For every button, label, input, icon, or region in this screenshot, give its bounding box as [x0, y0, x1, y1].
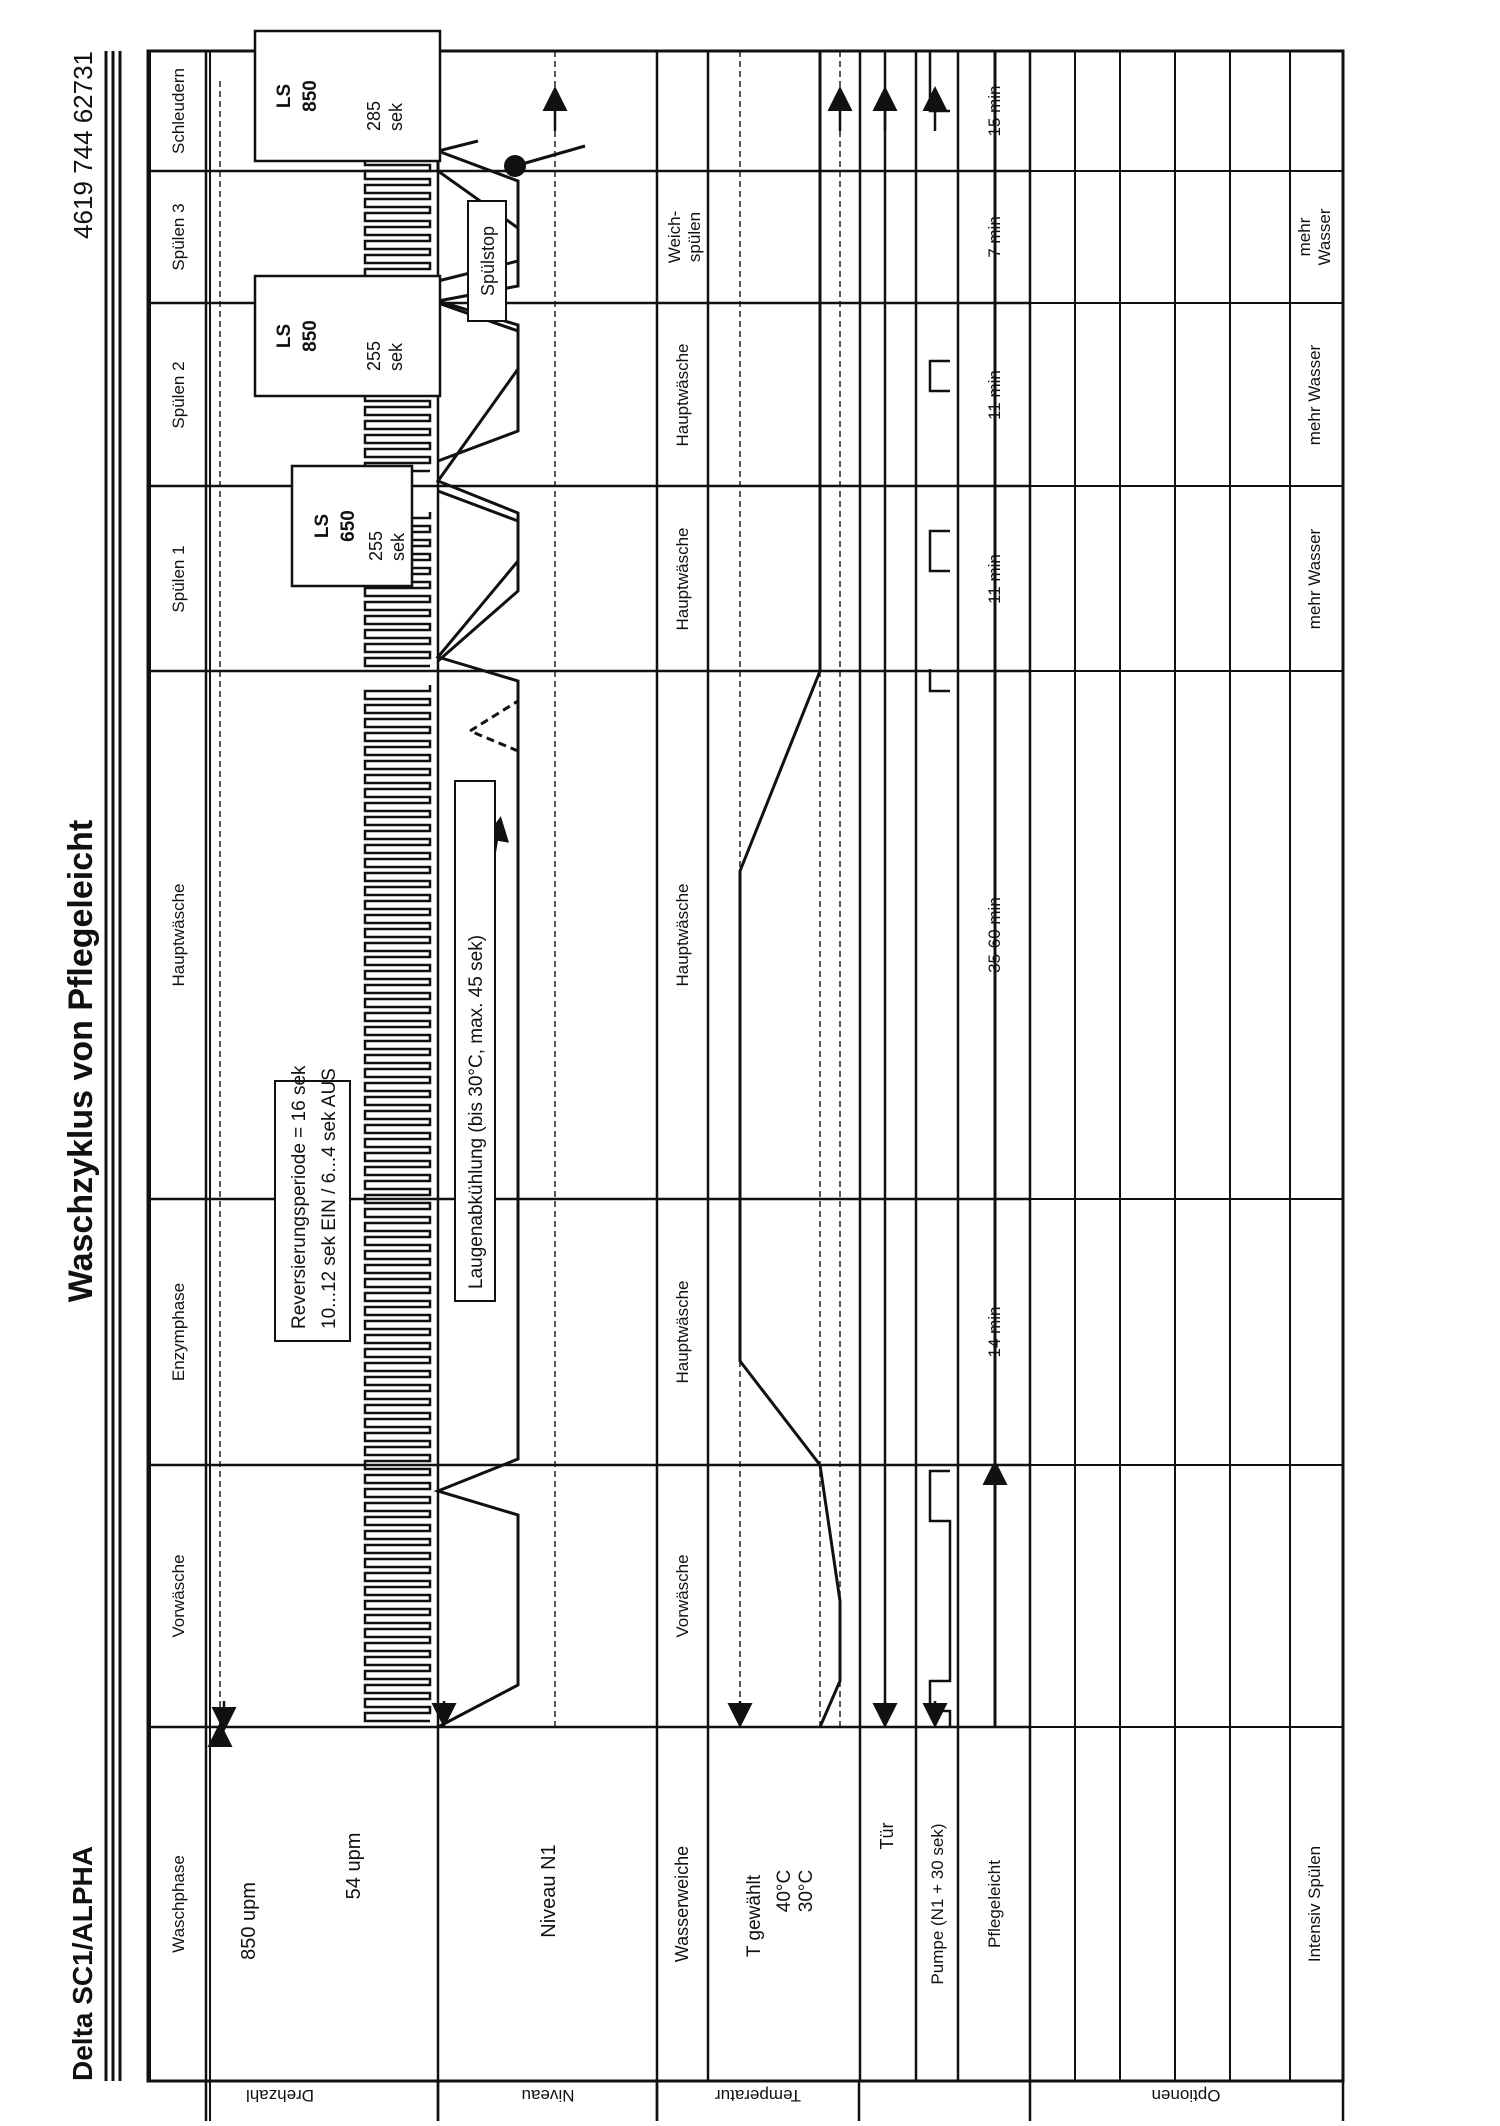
diagram-texts [62, 51, 1334, 2081]
duration-schleudern: 15 min [985, 85, 1004, 137]
temp-selected-label: T gewählt [744, 1874, 765, 1958]
phase-header-waschphase: Waschphase [169, 1855, 188, 1953]
reversing-note-line-1: Reversierungsperiode = 16 sek [289, 1065, 310, 1329]
option-spuelen-3: mehrWasser [1295, 208, 1334, 266]
cooling-note: Laugenabkühlung (bis 30°C, max. 45 sek) [466, 934, 487, 1289]
wasserweiche-hauptwaesche: Hauptwäsche [673, 883, 692, 987]
wasserweiche-label: Wasserweiche [672, 1845, 692, 1963]
group-niveau: Niveau [521, 2086, 575, 2105]
spuelstop-label: Spülstop [478, 225, 498, 297]
spin-box-3-rpm: 850 [300, 80, 321, 112]
speed-label-850: 850 upm [238, 1882, 260, 1960]
phase-header-spuelen-3: Spülen 3 [169, 203, 188, 271]
temp-30-label: 30°C [796, 1869, 817, 1913]
door-label: Tür [877, 1822, 897, 1850]
phase-header-schleudern: Schleudern [169, 67, 188, 155]
intensiv-spuelen-label: Intensiv Spülen [1305, 1845, 1324, 1963]
spin-box-3-unit: sek [386, 102, 406, 131]
spin-box-2-ls: LS [274, 323, 295, 349]
temp-40-label: 40°C [774, 1869, 795, 1913]
wasserweiche-vorwaesche: Vorwäsche [673, 1554, 692, 1638]
spin-box-3-duration: 285 [364, 100, 384, 131]
spin-box-2-unit: sek [386, 342, 406, 371]
group-temperatur: Temperatur [715, 2086, 801, 2105]
pflegeleicht-label: Pflegeleicht [985, 1860, 1004, 1948]
spin-box-2-rpm: 850 [300, 320, 321, 352]
option-spuelen-2: mehr Wasser [1305, 344, 1324, 446]
spin-box-1-ls: LS [312, 513, 333, 539]
reversing-note-line-2: 10...12 sek EIN / 6...4 sek AUS [319, 1068, 340, 1329]
wasserweiche-enzymphase: Hauptwäsche [673, 1280, 692, 1384]
option-spuelen-1: mehr Wasser [1305, 528, 1324, 630]
group-optionen: Optionen [1151, 2086, 1221, 2105]
spin-box-1-rpm: 650 [338, 510, 359, 542]
part-number: 4619 744 62731 [68, 51, 98, 239]
phase-header-spuelen-2: Spülen 2 [169, 361, 188, 429]
group-labels [246, 2086, 1221, 2105]
niveau-label: Niveau N1 [538, 1844, 560, 1938]
duration-enzymphase: 14 min [985, 1306, 1004, 1358]
pump-label: Pumpe (N1 + 30 sek) [928, 1823, 947, 1985]
phase-header-vorwaesche: Vorwäsche [169, 1554, 188, 1638]
duration-hauptwaesche: 35-60 min [985, 897, 1004, 973]
duration-spuelen-3: 7 min [985, 216, 1004, 258]
model-label: Delta SC1/ALPHA [67, 1846, 98, 2081]
group-drehzahl: Drehzahl [245, 2086, 315, 2105]
duration-spuelen-1: 11 min [985, 554, 1004, 604]
document-title: Waschzyklus von Pflegeleicht [62, 819, 100, 1303]
phase-header-enzymphase: Enzymphase [169, 1282, 188, 1382]
spin-box-1-unit: sek [388, 532, 408, 561]
duration-spuelen-2: 11 min [985, 370, 1004, 420]
phase-header-hauptwaesche: Hauptwäsche [169, 883, 188, 987]
wasserweiche-spuelen-3: Weich-spülen [665, 210, 704, 264]
spin-box-2-duration: 255 [364, 340, 384, 371]
wasserweiche-spuelen-2: Hauptwäsche [673, 343, 692, 447]
speed-label-54: 54 upm [343, 1832, 365, 1900]
phase-header-spuelen-1: Spülen 1 [169, 545, 188, 613]
wasserweiche-spuelen-1: Hauptwäsche [673, 527, 692, 631]
spin-box-1-duration: 255 [366, 530, 386, 561]
spin-box-3-ls: LS [274, 83, 295, 109]
